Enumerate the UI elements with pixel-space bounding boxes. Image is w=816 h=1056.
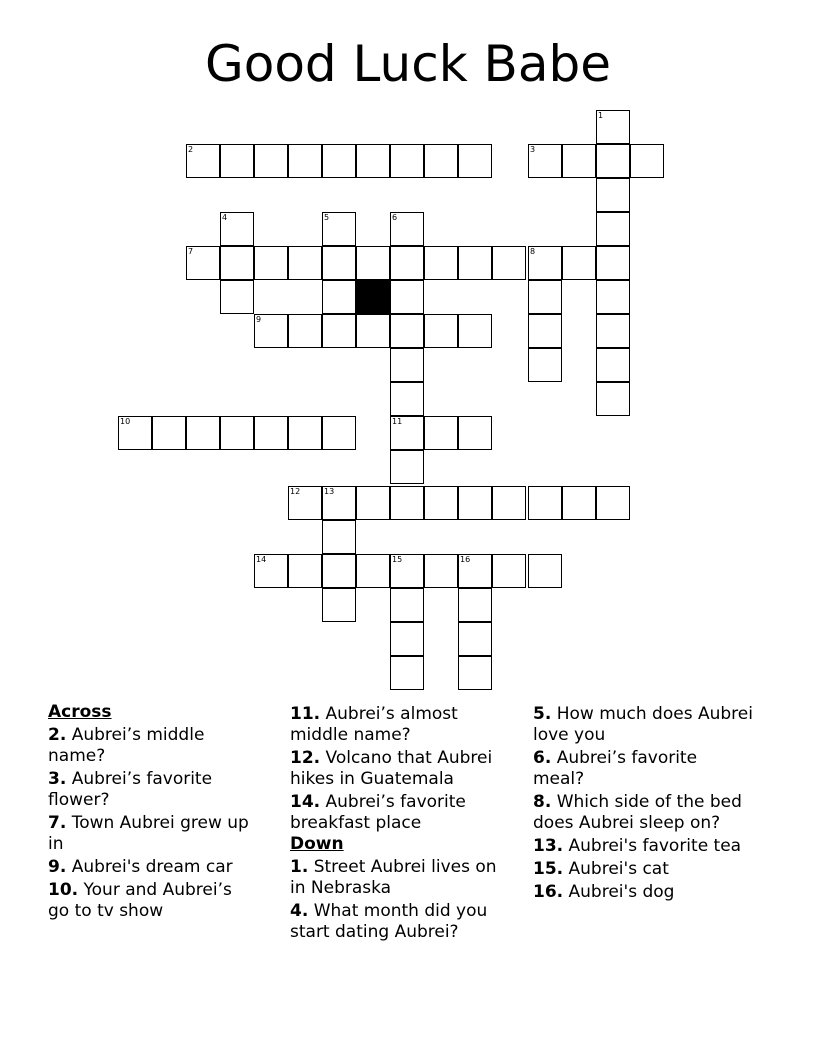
grid-cell[interactable]: [390, 554, 424, 588]
grid-cell[interactable]: [528, 486, 562, 520]
grid-cell[interactable]: [322, 486, 356, 520]
clue-column: [48, 702, 258, 922]
grid-cell[interactable]: [424, 416, 458, 450]
clue-item: [48, 725, 258, 767]
grid-cell[interactable]: [390, 212, 424, 246]
clue-number: 11: [392, 417, 403, 426]
grid-cell[interactable]: [322, 212, 356, 246]
grid-cell[interactable]: [458, 656, 492, 690]
grid-cell[interactable]: [390, 622, 424, 656]
clue-number: 1: [598, 111, 604, 120]
grid-cell[interactable]: [596, 212, 630, 246]
grid-cell[interactable]: [390, 450, 424, 484]
grid-cell[interactable]: [288, 554, 322, 588]
grid-cell[interactable]: [152, 416, 186, 450]
grid-cell[interactable]: [528, 314, 562, 348]
grid-cell[interactable]: [528, 144, 562, 178]
grid-cell[interactable]: [220, 144, 254, 178]
clue-number: 9: [256, 315, 262, 324]
grid-cell[interactable]: [186, 416, 220, 450]
grid-cell[interactable]: [322, 246, 356, 280]
clue-item: [533, 836, 753, 857]
grid-cell[interactable]: [424, 314, 458, 348]
clue-number-label: 11.: [290, 704, 321, 724]
clue-text: Aubrei’s almost middle name?: [290, 704, 458, 745]
grid-cell[interactable]: [356, 144, 390, 178]
grid-cell[interactable]: [356, 246, 390, 280]
grid-cell[interactable]: [186, 144, 220, 178]
black-square: [356, 280, 390, 314]
clue-item: [533, 792, 753, 834]
clue-number: 12: [290, 487, 301, 496]
grid-cell[interactable]: [528, 348, 562, 382]
clue-item: [533, 859, 753, 880]
grid-cell[interactable]: [458, 416, 492, 450]
grid-cell[interactable]: [596, 280, 630, 314]
clue-number: 7: [188, 247, 194, 256]
clue-number-label: 14.: [290, 792, 321, 812]
clue-number: 13: [324, 487, 335, 496]
grid-cell[interactable]: [596, 314, 630, 348]
grid-cell[interactable]: [390, 348, 424, 382]
clue-number: 14: [256, 555, 267, 564]
grid-cell[interactable]: [492, 554, 526, 588]
grid-cell[interactable]: [458, 314, 492, 348]
grid-cell[interactable]: [424, 554, 458, 588]
clue-number-label: 15.: [533, 859, 564, 879]
grid-cell[interactable]: [322, 520, 356, 554]
clue-text: Volcano that Aubrei hikes in Guatemala: [290, 748, 493, 789]
clue-number-label: 13.: [533, 836, 564, 856]
clue-text: Aubrei’s favorite meal?: [533, 748, 698, 789]
grid-cell[interactable]: [424, 486, 458, 520]
grid-cell[interactable]: [322, 314, 356, 348]
clue-text: Aubrei's cat: [563, 859, 669, 879]
clue-item: [533, 882, 753, 903]
clue-item: [48, 769, 258, 811]
grid-cell[interactable]: [118, 416, 152, 450]
clue-text: Town Aubrei grew up in: [48, 813, 249, 854]
clue-item: [533, 704, 753, 746]
grid-cell[interactable]: [254, 144, 288, 178]
grid-cell[interactable]: [562, 486, 596, 520]
clue-number: 10: [120, 417, 131, 426]
grid-cell[interactable]: [492, 486, 526, 520]
grid-cell[interactable]: [390, 314, 424, 348]
grid-cell[interactable]: [390, 588, 424, 622]
clue-number: 2: [188, 145, 194, 154]
clue-text: Which side of the bed does Aubrei sleep on?: [533, 792, 742, 833]
clue-number-label: 16.: [533, 882, 564, 902]
grid-cell[interactable]: [390, 656, 424, 690]
grid-cell[interactable]: [288, 314, 322, 348]
clue-column: [290, 702, 515, 943]
clue-item: [533, 748, 753, 790]
grid-cell[interactable]: [528, 246, 562, 280]
page-title: Good Luck Babe: [204, 35, 611, 93]
clue-text: Street Aubrei lives on in Nebraska: [290, 857, 497, 898]
clue-text: What month did you start dating Aubrei?: [290, 901, 488, 942]
grid-cell[interactable]: [288, 246, 322, 280]
across-heading: Across: [48, 702, 112, 722]
clue-number-label: 12.: [290, 748, 321, 768]
clue-text: Aubrei's dog: [563, 882, 675, 902]
grid-cell[interactable]: [288, 144, 322, 178]
grid-cell[interactable]: [458, 246, 492, 280]
clue-number: 8: [530, 247, 536, 256]
clue-number-label: 8.: [533, 792, 552, 812]
grid-cell[interactable]: [528, 280, 562, 314]
grid-cell[interactable]: [288, 486, 322, 520]
clue-number-label: 9.: [48, 857, 67, 877]
clue-text: Aubrei’s favorite breakfast place: [290, 792, 466, 833]
grid-cell[interactable]: [356, 486, 390, 520]
grid-cell[interactable]: [186, 246, 220, 280]
grid-cell[interactable]: [322, 416, 356, 450]
grid-cell[interactable]: [596, 348, 630, 382]
grid-cell[interactable]: [596, 246, 630, 280]
grid-cell[interactable]: [458, 554, 492, 588]
grid-cell[interactable]: [458, 622, 492, 656]
grid-cell[interactable]: [390, 280, 424, 314]
grid-cell[interactable]: [220, 416, 254, 450]
clue-number: 3: [530, 145, 536, 154]
grid-cell[interactable]: [596, 382, 630, 416]
clue-item: [290, 901, 515, 943]
grid-cell[interactable]: [390, 486, 424, 520]
grid-cell[interactable]: [220, 246, 254, 280]
grid-cell[interactable]: [424, 246, 458, 280]
clue-number-label: 10.: [48, 880, 79, 900]
grid-cell[interactable]: [322, 280, 356, 314]
grid-cell[interactable]: [254, 246, 288, 280]
grid-cell[interactable]: [562, 246, 596, 280]
clue-number-label: 3.: [48, 769, 67, 789]
clue-number-label: 6.: [533, 748, 552, 768]
clue-item: [290, 748, 515, 790]
grid-cell[interactable]: [356, 554, 390, 588]
grid-cell[interactable]: [390, 246, 424, 280]
clue-number: 15: [392, 555, 403, 564]
clue-number: 6: [392, 213, 398, 222]
clue-item: [290, 792, 515, 834]
clue-text: Aubrei’s favorite flower?: [48, 769, 213, 810]
clue-item: [48, 880, 258, 922]
clue-item: [290, 704, 515, 746]
clue-number-label: 4.: [290, 901, 309, 921]
grid-cell[interactable]: [390, 382, 424, 416]
grid-cell[interactable]: [596, 178, 630, 212]
grid-cell[interactable]: [596, 144, 630, 178]
grid-cell[interactable]: [220, 280, 254, 314]
clue-number-label: 2.: [48, 725, 67, 745]
clue-text: How much does Aubrei love you: [533, 704, 753, 745]
clue-number: 4: [222, 213, 228, 222]
clue-number: 5: [324, 213, 330, 222]
grid-cell[interactable]: [458, 144, 492, 178]
grid-cell[interactable]: [596, 110, 630, 144]
clue-item: [48, 813, 258, 855]
grid-cell[interactable]: [390, 144, 424, 178]
clue-number-label: 7.: [48, 813, 67, 833]
grid-cell[interactable]: [254, 554, 288, 588]
clue-text: Aubrei's dream car: [66, 857, 233, 877]
grid-cell[interactable]: [254, 416, 288, 450]
grid-cell[interactable]: [630, 144, 664, 178]
clue-text: Aubrei’s middle name?: [48, 725, 205, 766]
grid-cell[interactable]: [356, 314, 390, 348]
clue-column: [533, 702, 753, 903]
clue-number-label: 1.: [290, 857, 309, 877]
clue-item: [290, 857, 515, 899]
grid-cell[interactable]: [562, 144, 596, 178]
grid-cell[interactable]: [528, 554, 562, 588]
clue-text: Aubrei's favorite tea: [563, 836, 742, 856]
grid-cell[interactable]: [220, 212, 254, 246]
grid-cell[interactable]: [458, 486, 492, 520]
grid-cell[interactable]: [458, 588, 492, 622]
grid-cell[interactable]: [322, 144, 356, 178]
grid-cell[interactable]: [390, 416, 424, 450]
down-heading: Down: [290, 834, 344, 854]
clue-text: Your and Aubrei’s go to tv show: [48, 880, 232, 921]
grid-cell[interactable]: [596, 486, 630, 520]
grid-cell[interactable]: [254, 314, 288, 348]
clue-number-label: 5.: [533, 704, 552, 724]
clue-number: 16: [460, 555, 471, 564]
grid-cell[interactable]: [288, 416, 322, 450]
grid-cell[interactable]: [424, 144, 458, 178]
grid-cell[interactable]: [322, 588, 356, 622]
grid-cell[interactable]: [492, 246, 526, 280]
grid-cell[interactable]: [322, 554, 356, 588]
clue-item: [48, 857, 258, 878]
